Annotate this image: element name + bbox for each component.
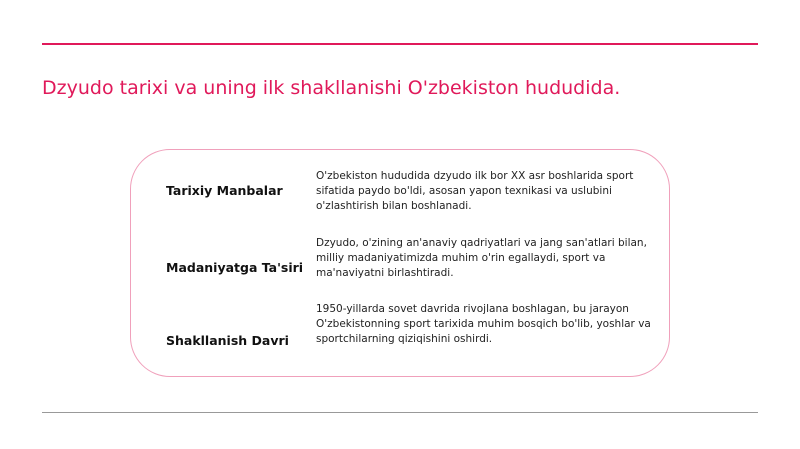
row-text-tarixiy-manbalar: O'zbekiston hududida dzyudo ilk bor XX asr boshlarida sport sifatida paydo bo'ldi, asosan yapon texnikasi va uslubini o'zlashtirish bilan boshlanadi. bbox=[316, 170, 634, 212]
top-divider bbox=[42, 43, 758, 45]
slide-title: Dzyudo tarixi va uning ilk shakllanishi O'zbekiston hududida. bbox=[42, 76, 621, 99]
row-label-shakllanish-davri: Shakllanish Davri bbox=[166, 333, 289, 348]
row-label-madaniyatga-tasiri: Madaniyatga Ta'siri bbox=[166, 260, 304, 275]
bottom-divider bbox=[42, 412, 758, 413]
row-label-tarixiy-manbalar: Tarixiy Manbalar bbox=[166, 183, 283, 198]
row-text-madaniyatga-tasiri: Dzyudo, o'zining an'anaviy qadriyatlari va jang san'atlari bilan, milliy madaniyatimizda muhim o'rin egallaydi, sport va ma'naviyatni birlashtiradi. bbox=[316, 237, 647, 279]
info-card bbox=[130, 149, 670, 377]
row-text-shakllanish-davri: 1950-yillarda sovet davrida rivojlana boshlagan, bu jarayon O'zbekistonning sport tarixida muhim bosqich bo'lib, yoshlar va sportchilarning qiziqishini oshirdi. bbox=[316, 303, 651, 345]
